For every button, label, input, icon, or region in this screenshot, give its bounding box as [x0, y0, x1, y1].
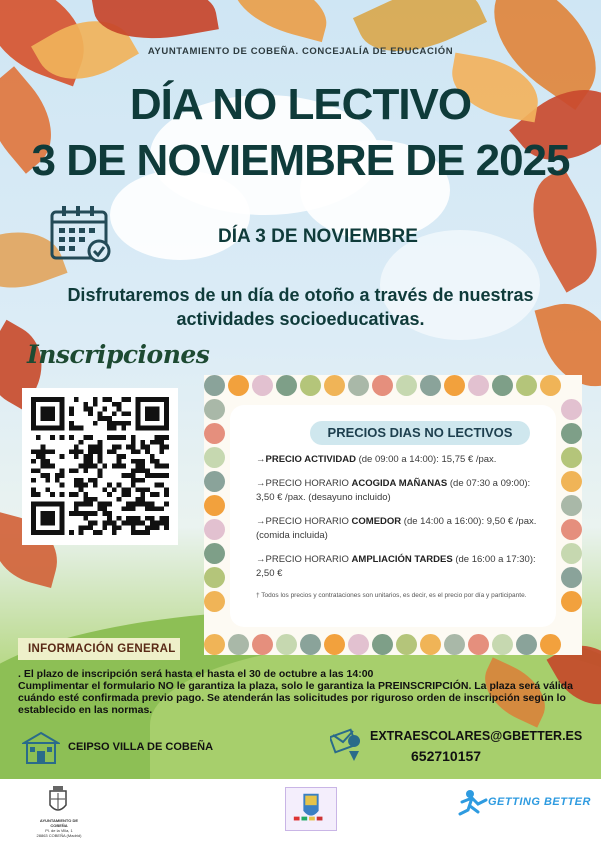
border-dot [204, 543, 225, 564]
price-prefix: → [256, 454, 266, 465]
border-dot [372, 634, 393, 655]
school-name: CEIPSO VILLA DE COBEÑA [68, 741, 214, 753]
ayuntamiento-name: AYUNTAMIENTO DE COBEÑA [39, 818, 79, 828]
border-dot [561, 399, 582, 420]
badge-crest-icon [286, 788, 336, 830]
contact-phone[interactable]: 652710157 [411, 748, 482, 764]
price-text: (de 09:00 a 14:00): 15,75 € /pax. [355, 454, 497, 465]
border-dot [396, 375, 417, 396]
info-text [18, 668, 592, 716]
info-line-2: Cumplimentar el formulario NO le garantiza la plaza, solo le garantiza la PREINSCRIPCIÓN. La plaza será válida cuándo esté confirmada previo pago. Se atenderán las solicitudes por riguroso orden de inscripción según lo establecido en las normas. [18, 680, 573, 716]
price-note: † Todos los precios y contrataciones son unitarios, es decir, es el precio por día y participante. [256, 592, 527, 599]
border-dot [348, 634, 369, 655]
school-icon [22, 731, 60, 765]
border-dot [204, 471, 225, 492]
price-label: ACOGIDA MAÑANAS [351, 478, 448, 489]
border-dot [561, 495, 582, 516]
price-item [256, 477, 542, 505]
border-dot [561, 471, 582, 492]
registration-heading: Inscripciones [27, 340, 210, 369]
intro-line-2: actividades socioeducativas. [176, 309, 425, 329]
border-dot [252, 634, 273, 655]
border-dot [204, 519, 225, 540]
border-dot [492, 634, 513, 655]
border-dot [561, 591, 582, 612]
qr-code[interactable] [22, 388, 178, 545]
price-label: PRECIO ACTIVIDAD [265, 454, 356, 465]
price-prefix: →PRECIO HORARIO [256, 516, 352, 527]
border-dot [252, 375, 273, 396]
border-dot [228, 375, 249, 396]
border-dot [300, 375, 321, 396]
title-line-2: 3 DE NOVIEMBRE DE 2025 [31, 136, 570, 185]
title-line-1: DÍA NO LECTIVO [129, 80, 472, 129]
event-date: DÍA 3 DE NOVIEMBRE [218, 226, 418, 247]
organization-label: AYUNTAMIENTO DE COBEÑA. CONCEJALÍA DE EDUCACIÓN [147, 46, 454, 57]
border-dot [516, 375, 537, 396]
border-dot [204, 423, 225, 444]
school-badge-logo [285, 787, 337, 831]
border-dot [276, 375, 297, 396]
border-dot [561, 447, 582, 468]
intro-line-1: Disfrutaremos de un día de otoño a través de nuestras [67, 285, 534, 305]
border-dot [561, 543, 582, 564]
border-dot [204, 447, 225, 468]
info-line-1: . El plazo de inscripción será hasta el hasta el 30 de octubre a las 14:00 [18, 668, 374, 680]
border-dot [468, 375, 489, 396]
border-dot [492, 375, 513, 396]
ayuntamiento-address: Pl. de la Villa, 1 [45, 828, 73, 833]
price-text: (de 16:00 a 17:30): 2,50 € [256, 554, 536, 579]
qr-code-image [31, 397, 169, 535]
border-dot [204, 591, 225, 612]
border-dot [561, 423, 582, 444]
crest-icon [46, 785, 70, 817]
ayuntamiento-info [34, 818, 84, 838]
border-dot [540, 375, 561, 396]
info-heading: INFORMACIÓN GENERAL [18, 638, 180, 660]
price-prefix: →PRECIO HORARIO [256, 554, 352, 565]
price-card [204, 375, 582, 655]
getting-better-brand: GETTING BETTER [488, 796, 591, 808]
price-title: PRECIOS DIAS NO LECTIVOS [310, 421, 530, 445]
leaf-decoration [225, 0, 335, 42]
border-dot [324, 375, 345, 396]
border-dot [204, 375, 225, 396]
price-item [256, 553, 542, 581]
calendar-icon [50, 204, 112, 262]
contact-email[interactable]: EXTRAESCOLARES@GBETTER.ES [370, 729, 583, 743]
border-dot [540, 634, 561, 655]
price-label: COMEDOR [351, 516, 402, 527]
price-item [256, 453, 542, 467]
border-dot [300, 634, 321, 655]
mail-location-icon [330, 727, 364, 763]
price-prefix: →PRECIO HORARIO [256, 478, 352, 489]
border-dot [228, 634, 249, 655]
price-item [256, 515, 542, 543]
border-dot [420, 375, 441, 396]
border-dot [396, 634, 417, 655]
price-text: (de 07:30 a 09:00): 3,50 € /pax. (desayuno incluido) [256, 478, 531, 503]
price-card-inner [230, 405, 556, 627]
border-dot [444, 375, 465, 396]
border-dot [204, 567, 225, 588]
border-dot [276, 634, 297, 655]
border-dot [561, 519, 582, 540]
border-dot [204, 399, 225, 420]
border-dot [444, 634, 465, 655]
border-dot [204, 634, 225, 655]
border-dot [420, 634, 441, 655]
intro-text [0, 283, 601, 331]
border-dot [372, 375, 393, 396]
border-dot [516, 634, 537, 655]
border-dot [468, 634, 489, 655]
price-text: (de 14:00 a 16:00): 9,50 € /pax. (comida incluida) [256, 516, 537, 541]
border-dot [204, 495, 225, 516]
border-dot [348, 375, 369, 396]
border-dot [324, 634, 345, 655]
ayuntamiento-city: 28863 COBEÑA (Madrid) [36, 833, 82, 838]
price-label: AMPLIACIÓN TARDES [351, 554, 453, 565]
border-dot [561, 567, 582, 588]
